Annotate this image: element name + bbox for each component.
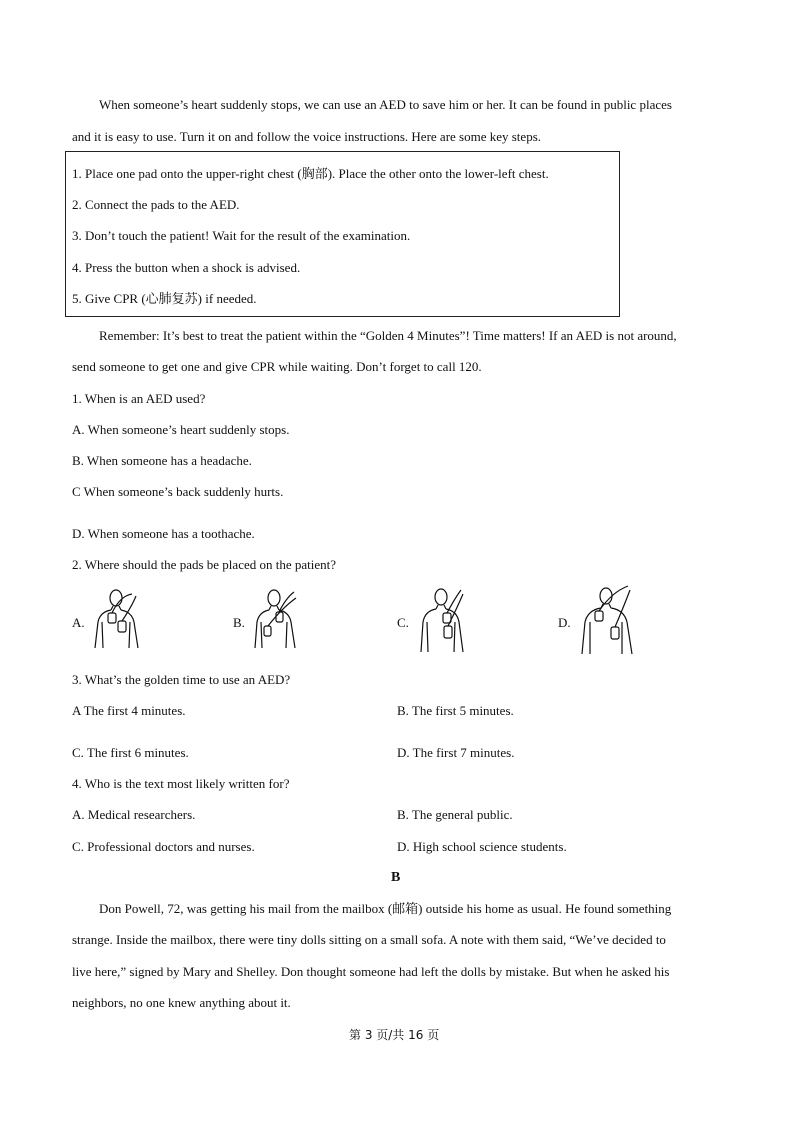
torso-pads-icon [252, 588, 304, 654]
q4-option-b[interactable]: B. The general public. [397, 807, 513, 822]
step-4: 4. Press the button when a shock is advised. [72, 260, 301, 275]
step-5: 5. Give CPR (心肺复苏) if needed. [72, 291, 257, 306]
torso-pads-icon [417, 586, 469, 656]
q2-option-b-label[interactable]: B. [233, 615, 245, 630]
q1-option-c[interactable]: C When someone’s back suddenly hurts. [72, 484, 284, 499]
q4-option-a[interactable]: A. Medical researchers. [72, 807, 196, 822]
q4-stem: 4. Who is the text most likely written for? [72, 776, 290, 791]
passage-a-line-2: and it is easy to use. Turn it on and follow the voice instructions. Here are some key steps. [72, 129, 542, 144]
q4-option-c[interactable]: C. Professional doctors and nurses. [72, 839, 255, 854]
q3-stem: 3. What’s the golden time to use an AED? [72, 672, 291, 687]
q2-option-a-figure[interactable] [92, 588, 144, 654]
passage-b-line-2: strange. Inside the mailbox, there were tiny dolls sitting on a small sofa. A note with them said, “We’ve decided to [72, 932, 666, 947]
q2-option-c-label[interactable]: C. [397, 615, 409, 630]
passage-b-line-4: neighbors, no one knew anything about it. [72, 995, 291, 1010]
passage-a-line-1: When someone’s heart suddenly stops, we can use an AED to save him or her. It can be found in public places [99, 97, 672, 112]
q2-option-c-figure[interactable] [417, 586, 469, 656]
step-2: 2. Connect the pads to the AED. [72, 197, 240, 212]
torso-pads-icon [578, 582, 638, 658]
q3-option-a[interactable]: A The first 4 minutes. [72, 703, 186, 718]
q1-stem: 1. When is an AED used? [72, 391, 206, 406]
passage-b-heading: B [391, 870, 401, 885]
q3-option-b[interactable]: B. The first 5 minutes. [397, 703, 514, 718]
q1-option-a[interactable]: A. When someone’s heart suddenly stops. [72, 422, 290, 437]
q4-option-d[interactable]: D. High school science students. [397, 839, 567, 854]
torso-pads-icon [92, 588, 144, 654]
passage-b-line-3: live here,” signed by Mary and Shelley. Don thought someone had left the dolls by mistake. But when he asked his [72, 964, 670, 979]
step-1: 1. Place one pad onto the upper-right chest (胸部). Place the other onto the lower-left chest. [72, 166, 549, 181]
q2-option-d-label[interactable]: D. [558, 615, 571, 630]
q2-stem: 2. Where should the pads be placed on the patient? [72, 557, 337, 572]
q1-option-d[interactable]: D. When someone has a toothache. [72, 526, 255, 541]
step-3: 3. Don’t touch the patient! Wait for the result of the examination. [72, 228, 411, 243]
q1-option-b[interactable]: B. When someone has a headache. [72, 453, 252, 468]
page-number: 第 3 页/共 16 页 [349, 1028, 440, 1042]
q2-option-a-label[interactable]: A. [72, 615, 85, 630]
q2-option-d-figure[interactable] [578, 582, 638, 658]
remember-line-2: send someone to get one and give CPR while waiting. Don’t forget to call 120. [72, 359, 482, 374]
remember-line-1: Remember: It’s best to treat the patient within the “Golden 4 Minutes”! Time matters! If an AED is not around, [99, 328, 677, 343]
passage-b-line-1: Don Powell, 72, was getting his mail from the mailbox (邮箱) outside his home as usual. He found something [99, 901, 672, 916]
q3-option-d[interactable]: D. The first 7 minutes. [397, 745, 515, 760]
q2-option-b-figure[interactable] [252, 588, 304, 654]
q3-option-c[interactable]: C. The first 6 minutes. [72, 745, 189, 760]
